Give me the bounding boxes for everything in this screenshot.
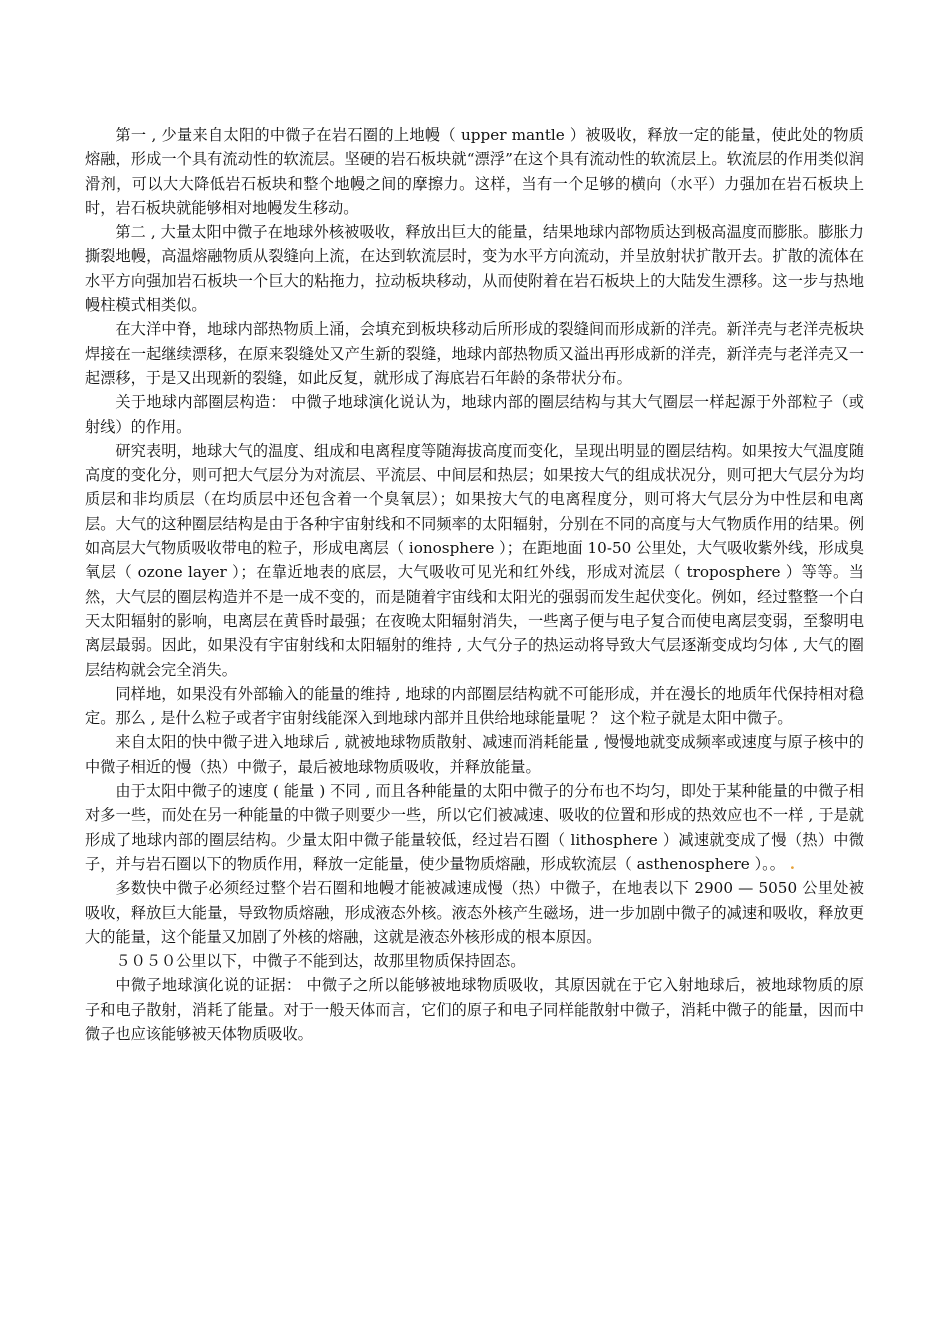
paragraph-atmosphere-layers: 研究表明，地球大气的温度、组成和电离程度等随海拔高度而变化，呈现出明显的圈层结构。如果按大气温度随高度的变化分，则可把大气层分为对流层、平流层、中间层和热层；如果按大气的组成状况分，则可把大气层分为均质层和非均质层（在均质层中还包含着一个臭氧层）；如果按大气的电离程度分，则可将大气层分为中性层和电离层。大气的这种圈层结构是由于各种宇宙射线和不同频率的太阳辐射，分别在不同的高度与大气物质作用的结果。例如高层大气物质吸收带电的粒子，形成电离层（ ionosphere ）；在距地面 10-50 公里处，大气吸收紫外线，形成臭氧层（ ozone layer ）；在靠近地表的底层，大气吸收可见光和红外线，形成对流层（ troposphere ）等等。当然，大气层的圈层构造并不是一成不变的，而是随着宇宙线和太阳光的强弱而发生起伏变化。例如，经过整整一个白天太阳辐射的影响，电离层在黄昏时最强；在夜晚太阳辐射消失，一些离子便与电子复合而使电离层变弱，至黎明电离层最弱。因此，如果没有宇宙射线和太阳辐射的维持 , 大气分子的热运动将导致大气层逐渐变成均匀体 , 大气的圈层结构就会完全消失。 — [85, 441, 864, 679]
paragraph-liquid-outer-core: 多数快中微子必须经过整个岩石圈和地幔才能被减速成慢（热）中微子，在地表以下 2900 — 5050 公里处被吸收，释放巨大能量，导致物质熔融，形成液态外核。液态外核产生磁场，进一步加剧中微子的减速和吸收，释放更大的能量，这个能量又加剧了外核的熔融，这就是液态外核形成的根本原因。 — [85, 879, 864, 946]
document-body — [85, 123, 864, 1046]
paragraph-energy-distribution — [85, 779, 864, 876]
trailing-mark: 。 — [769, 854, 785, 873]
paragraph-interior-layers: 关于地球内部圈层构造： 中微子地球演化说认为，地球内部的圈层结构与其大气圈层一样起源于外部粒子（或射线）的作用。 — [85, 393, 864, 436]
paragraph-upper-mantle: 第一 , 少量来自太阳的中微子在岩石圈的上地幔（ upper mantle ）被吸收，释放一定的能量，使此处的物质熔融，形成一个具有流动性的软流层。坚硬的岩石板块就“漂浮”在这个具有流动性的软流层上。软流层的作用类似润滑剂，可以大大降低岩石板块和整个地幔之间的摩擦力。这样，当有一个足够的横向（水平）力强加在岩石板块上时，岩石板块就能够相对地幔发生移动。 — [85, 126, 864, 217]
paragraph-fast-neutrinos: 来自太阳的快中微子进入地球后 , 就被地球物质散射、减速而消耗能量 , 慢慢地就变成频率或速度与原子核中的中微子相近的慢（热）中微子，最后被地球物质吸收，并释放能量。 — [85, 733, 864, 776]
paragraph-evidence: 中微子地球演化说的证据： 中微子之所以能够被地球物质吸收，其原因就在于它入射地球后，被地球物质的原子和电子散射，消耗了能量。对于一般天体而言，它们的原子和电子同样能散射中微子，消耗中微子的能量，因而中微子也应该能够被天体物质吸收。 — [85, 976, 864, 1043]
paragraph-outer-core: 第二 , 大量太阳中微子在地球外核被吸收，释放出巨大的能量，结果地球内部物质达到极高温度而膨胀。膨胀力撕裂地幔，高温熔融物质从裂缝向上流，在达到软流层时，变为水平方向流动，并呈放射状扩散开去。扩散的流体在水平方向强加岩石板块一个巨大的粘拖力，拉动板块移动，从而使附着在岩石板块上的大陆发生漂移。这一步与热地幔柱模式相类似。 — [85, 223, 864, 315]
marker-dot: . — [789, 854, 796, 873]
paragraph-external-energy: 同样地，如果没有外部输入的能量的维持 , 地球的内部圈层结构就不可能形成，并在漫长的地质年代保持相对稳定。那么 , 是什么粒子或者宇宙射线能深入到地球内部并且供给地球能量呢 ？ 这个粒子就是太阳中微子。 — [85, 684, 864, 728]
paragraph-mid-ocean-ridge: 在大洋中脊，地球内部热物质上涌，会填充到板块移动后所形成的裂缝间而形成新的洋壳。新洋壳与老洋壳板块焊接在一起继续漂移，在原来裂缝处又产生新的裂缝，地球内部热物质又溢出再形成新的洋壳，新洋壳与老洋壳又一起漂移，于是又出现新的裂缝，如此反复，就形成了海底岩石年龄的条带状分布。 — [85, 320, 864, 387]
paragraph-energy-distribution-text: 由于太阳中微子的速度 ( 能量 ) 不同 , 而且各种能量的太阳中微子的分布也不均匀，即处于某种能量的中微子相对多一些，而处在另一种能量的中微子则要少一些，所以它们被减速、吸收的位置和形成的热效应也不一样 , 于是就形成了地球内部的圈层结构。少量太阳中微子能量较低，经过岩石圈（ lithosphere ）减速就变成了慢（热）中微子，并与岩石圈以下的物质作用，释放一定能量，使少量物质熔融，形成软流层（ asthenosphere ）。 — [85, 782, 864, 873]
paragraph-solid-inner-core: ５０５０公里以下，中微子不能到达，故那里物质保持固态。 — [115, 952, 526, 971]
